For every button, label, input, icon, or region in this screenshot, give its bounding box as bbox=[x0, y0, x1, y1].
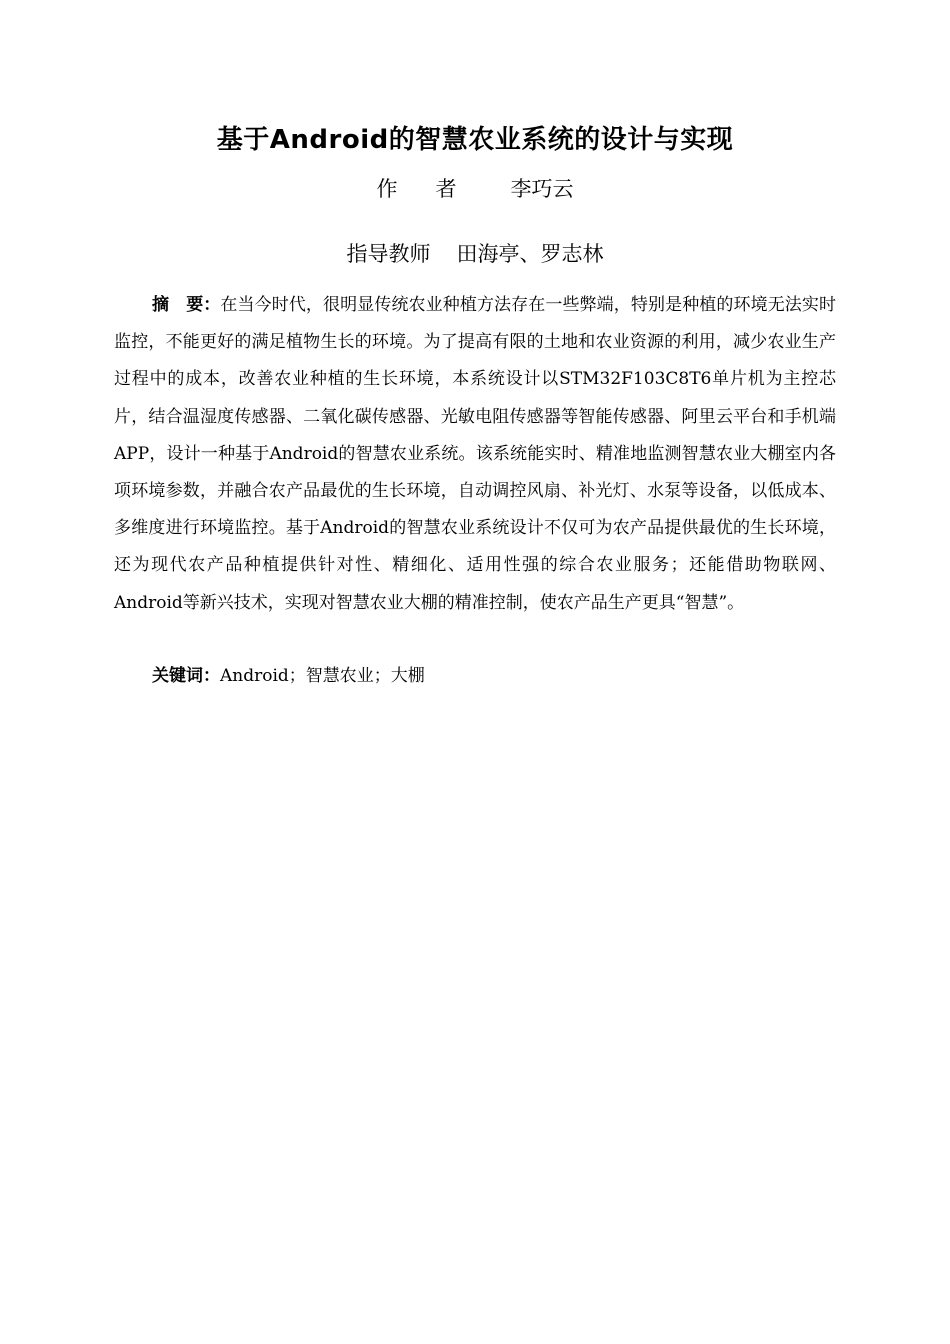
keywords-label: 关键词： bbox=[152, 666, 220, 686]
author-name: 李巧云 bbox=[510, 177, 574, 201]
abstract-text: 在当今时代，很明显传统农业种植方法存在一些弊端，特别是种植的环境无法实时监控，不能更好的满足植物生长的环境。为了提高有限的土地和农业资源的利用，减少农业生产过程中的成本，改善农业种植的生长环境，本系统设计以STM32F103C8T6单片机为主控芯片，结合温湿度传感器、二氧化碳传感器、光敏电阻传感器等智能传感器、阿里云平台和手机端APP，设计一种基于Android的智慧农业系统。该系统能实时、精准地监测智慧农业大棚室内各项环境参数，并融合农产品最优的生长环境，自动调控风扇、补光灯、水泵等设备，以低成本、多维度进行环境监控。基于Android的智慧农业系统设计不仅可为农产品提供最优的生长环境，还为现代农产品种植提供针对性、精细化、适用性强的综合农业服务；还能借助物联网、Android等新兴技术，实现对智慧农业大棚的精准控制，使农产品生产更具“智慧”。 bbox=[114, 295, 837, 613]
advisor-names: 田海亭、罗志林 bbox=[456, 242, 604, 266]
author-line bbox=[0, 172, 950, 206]
abstract-label: 摘 要： bbox=[152, 295, 221, 315]
keywords-text: Android；智慧农业；大棚 bbox=[220, 666, 425, 686]
author-label: 作者 bbox=[376, 177, 495, 201]
keywords-line bbox=[152, 658, 836, 695]
advisor-line bbox=[0, 237, 950, 271]
advisor-label: 指导教师 bbox=[346, 242, 431, 266]
abstract-paragraph bbox=[114, 287, 836, 622]
paper-title: 基于Android的智慧农业系统的设计与实现 bbox=[216, 125, 734, 155]
